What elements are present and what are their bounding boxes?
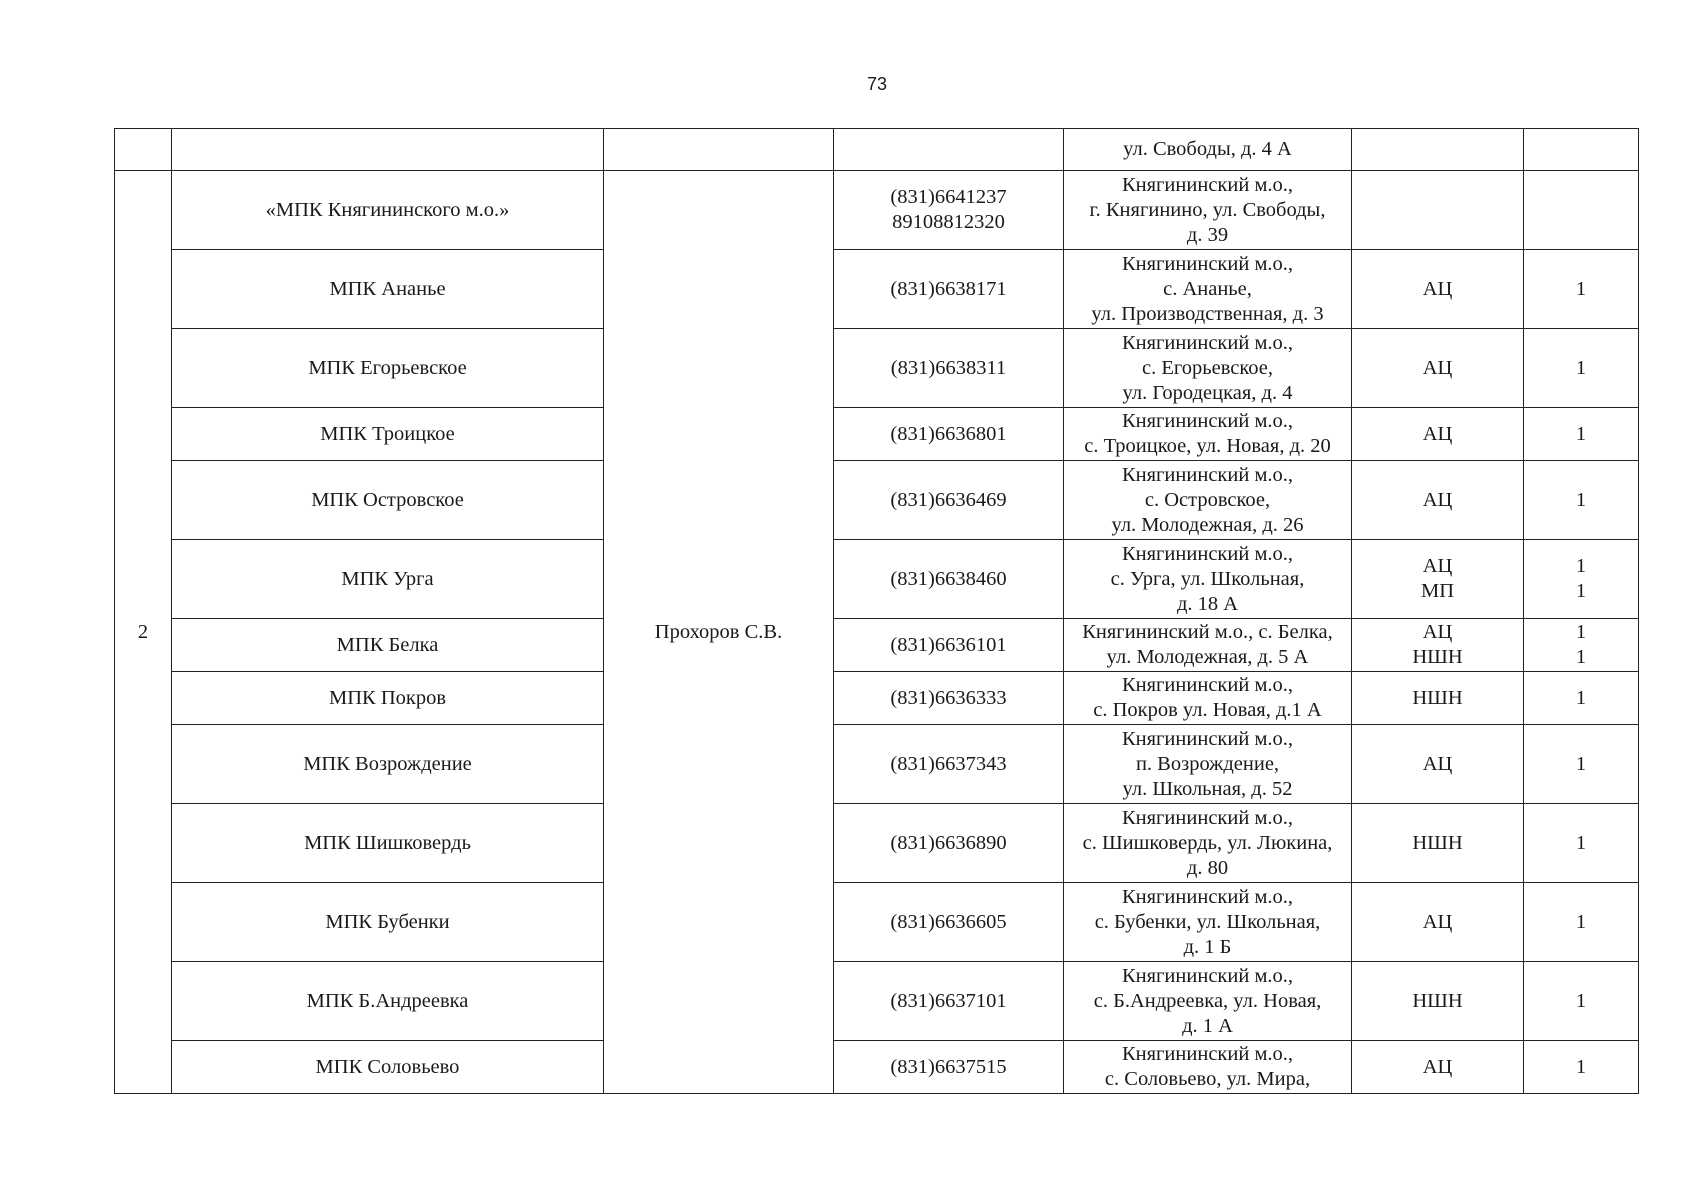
unit-address: Княгининский м.о., с. Белка, ул. Молодежная, д. 5 А: [1064, 619, 1352, 672]
unit-name: МПК Урга: [172, 540, 604, 619]
unit-address: Княгининский м.о., с. Б.Андреевка, ул. Новая, д. 1 А: [1064, 962, 1352, 1041]
unit-name: «МПК Княгининского м.о.»: [172, 171, 604, 250]
unit-name: МПК Соловьево: [172, 1041, 604, 1094]
unit-address: Княгининский м.о., с. Соловьево, ул. Мира,: [1064, 1041, 1352, 1094]
unit-equipment: АЦ: [1352, 1041, 1524, 1094]
table-row: [115, 804, 1639, 883]
unit-address: Княгининский м.о., с. Бубенки, ул. Школьная, д. 1 Б: [1064, 883, 1352, 962]
cell-quantity: [1524, 129, 1639, 171]
unit-quantity: 1 1: [1524, 540, 1639, 619]
unit-phone: (831)6636890: [834, 804, 1064, 883]
unit-phone: (831)6636333: [834, 672, 1064, 725]
table-row: [115, 883, 1639, 962]
table-row: [115, 408, 1639, 461]
unit-equipment: АЦ: [1352, 329, 1524, 408]
fire-units-table: [114, 128, 1639, 1094]
unit-name: МПК Бубенки: [172, 883, 604, 962]
table-row: [115, 619, 1639, 672]
unit-equipment: НШН: [1352, 962, 1524, 1041]
unit-name: МПК Белка: [172, 619, 604, 672]
unit-address: Княгининский м.о., с. Ананье, ул. Производственная, д. 3: [1064, 250, 1352, 329]
table-row-continued: [115, 129, 1639, 171]
unit-name: МПК Шишковердь: [172, 804, 604, 883]
unit-quantity: 1: [1524, 804, 1639, 883]
unit-quantity: 1: [1524, 883, 1639, 962]
unit-equipment: АЦ: [1352, 883, 1524, 962]
unit-phone: (831)6638460: [834, 540, 1064, 619]
unit-name: МПК Возрождение: [172, 725, 604, 804]
unit-phone: (831)6636469: [834, 461, 1064, 540]
unit-quantity: 1: [1524, 250, 1639, 329]
unit-equipment: НШН: [1352, 672, 1524, 725]
unit-phone: (831)6636605: [834, 883, 1064, 962]
unit-address: Княгининский м.о., п. Возрождение, ул. Школьная, д. 52: [1064, 725, 1352, 804]
table-row: [115, 672, 1639, 725]
unit-equipment: АЦ: [1352, 408, 1524, 461]
unit-address: Княгининский м.о., г. Княгинино, ул. Свободы, д. 39: [1064, 171, 1352, 250]
unit-phone: (831)6636801: [834, 408, 1064, 461]
unit-name: МПК Егорьевское: [172, 329, 604, 408]
unit-equipment: АЦ МП: [1352, 540, 1524, 619]
unit-address: Княгининский м.о., с. Покров ул. Новая, д.1 А: [1064, 672, 1352, 725]
table-row: [115, 461, 1639, 540]
unit-quantity: 1: [1524, 1041, 1639, 1094]
unit-phone: (831)6638311: [834, 329, 1064, 408]
unit-name: МПК Покров: [172, 672, 604, 725]
unit-quantity: 1: [1524, 962, 1639, 1041]
group-index-cell: 2: [115, 171, 172, 1094]
unit-quantity: [1524, 171, 1639, 250]
unit-name: МПК Троицкое: [172, 408, 604, 461]
unit-equipment: [1352, 171, 1524, 250]
unit-equipment: НШН: [1352, 804, 1524, 883]
unit-phone: (831)6637515: [834, 1041, 1064, 1094]
table-row: [115, 962, 1639, 1041]
unit-quantity: 1: [1524, 408, 1639, 461]
cell-index: [115, 129, 172, 171]
unit-equipment: АЦ: [1352, 725, 1524, 804]
unit-name: МПК Б.Андреевка: [172, 962, 604, 1041]
unit-phone: (831)6637343: [834, 725, 1064, 804]
cell-equipment: [1352, 129, 1524, 171]
unit-phone: (831)6641237 89108812320: [834, 171, 1064, 250]
unit-address: Княгининский м.о., с. Егорьевское, ул. Городецкая, д. 4: [1064, 329, 1352, 408]
table-row: [115, 329, 1639, 408]
unit-address: Княгининский м.о., с. Шишковердь, ул. Люкина, д. 80: [1064, 804, 1352, 883]
cell-phone: [834, 129, 1064, 171]
page-number: 73: [866, 74, 888, 94]
table-row: [115, 250, 1639, 329]
group-head-cell: Прохоров С.В.: [604, 171, 834, 1094]
unit-equipment: АЦ: [1352, 250, 1524, 329]
unit-address: Княгининский м.о., с. Троицкое, ул. Новая, д. 20: [1064, 408, 1352, 461]
unit-quantity: 1: [1524, 329, 1639, 408]
cell-name: [172, 129, 604, 171]
unit-phone: (831)6637101: [834, 962, 1064, 1041]
cell-head: [604, 129, 834, 171]
unit-name: МПК Островское: [172, 461, 604, 540]
unit-address: Княгининский м.о., с. Урга, ул. Школьная, д. 18 А: [1064, 540, 1352, 619]
cell-address: ул. Свободы, д. 4 А: [1064, 129, 1352, 171]
table-row: [115, 171, 1639, 250]
unit-phone: (831)6638171: [834, 250, 1064, 329]
unit-quantity: 1: [1524, 461, 1639, 540]
unit-quantity: 1 1: [1524, 619, 1639, 672]
unit-name: МПК Ананье: [172, 250, 604, 329]
unit-phone: (831)6636101: [834, 619, 1064, 672]
unit-equipment: АЦ: [1352, 461, 1524, 540]
unit-address: Княгининский м.о., с. Островское, ул. Молодежная, д. 26: [1064, 461, 1352, 540]
table-row: [115, 725, 1639, 804]
unit-quantity: 1: [1524, 672, 1639, 725]
table-row: [115, 1041, 1639, 1094]
unit-equipment: АЦ НШН: [1352, 619, 1524, 672]
table-row: [115, 540, 1639, 619]
unit-quantity: 1: [1524, 725, 1639, 804]
